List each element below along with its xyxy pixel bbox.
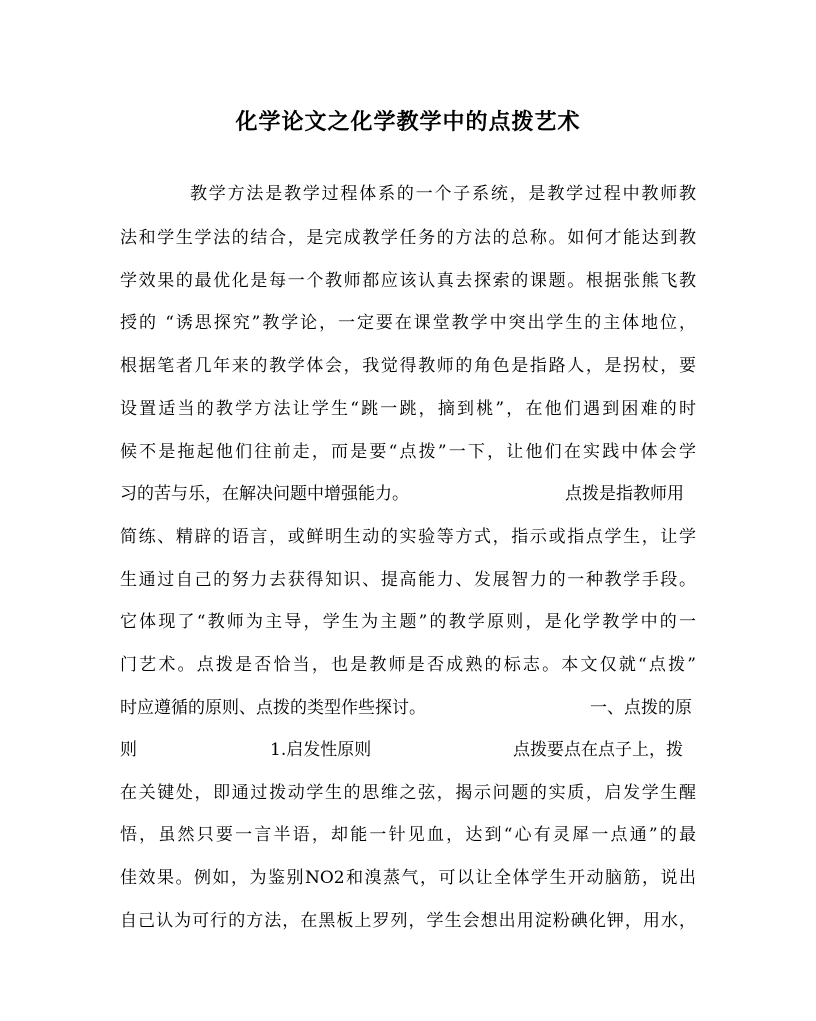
line-segment-left: 习的苦与乐，在解决问题中增强能力。 — [120, 484, 409, 504]
paragraph-line-split — [120, 690, 696, 726]
paragraph-line: 自己认为可行的方法，在黑板上罗列，学生会想出用淀粉碘化钾，用水， — [120, 911, 696, 931]
paragraph-line: 门艺术。点拨是否恰当，也是教师是否成熟的标志。本文仅就“点拨” — [120, 655, 696, 675]
document-title: 化学论文之化学教学中的点拨艺术 — [235, 109, 581, 135]
paragraph-line-split — [120, 476, 696, 512]
paragraph-line: 法和学生学法的结合，是完成教学任务的方法的总称。如何才能达到教 — [120, 228, 696, 248]
paragraph-line: 生通过自己的努力去获得知识、提高能力、发展智力的一种教学手段。 — [120, 570, 696, 590]
paragraph-line: 简练、精辟的语言，或鲜明生动的实验等方式，指示或指点学生，让学 — [120, 527, 696, 547]
paragraph-line: 在关键处，即通过拨动学生的思维之弦，揭示问题的实质，启发学生醒 — [120, 783, 696, 803]
paragraph-line: 设置适当的教学方法让学生“跳一跳，摘到桃”，在他们遇到困难的时 — [120, 399, 696, 419]
line-segment-left: 则 — [120, 740, 137, 760]
paragraph-line: 教学方法是教学过程体系的一个子系统，是教学过程中教师教 — [190, 184, 696, 204]
subsection-heading: 1.启发性原则 — [270, 740, 372, 760]
paragraph-line: 根据笔者几年来的教学体会，我觉得教师的角色是指路人，是拐杖，要 — [120, 356, 696, 376]
paragraph-line: 悟，虽然只要一言半语，却能一针见血，达到“心有灵犀一点通”的最 — [120, 825, 696, 845]
paragraph-line: 学效果的最优化是每一个教师都应该认真去探索的课题。根据张熊飞教 — [120, 271, 696, 291]
line-segment-right: 点拨要点在点子上，拨 — [513, 740, 683, 760]
paragraph-line: 佳效果。例如，为鉴别NO2和溴蒸气，可以让全体学生开动脑筋，说出 — [120, 868, 696, 888]
paragraph-line: 授的 “诱思探究”教学论，一定要在课堂教学中突出学生的主体地位， — [120, 313, 696, 333]
line-segment-right: 点拨是指教师用 — [565, 484, 684, 504]
line-segment-left: 时应遵循的原则、点拨的类型作些探讨。 — [120, 698, 426, 718]
paragraph-line-split — [120, 732, 696, 768]
paragraph-line: 它体现了“教师为主导，学生为主题”的教学原则，是化学教学中的一 — [120, 612, 696, 632]
section-heading: 一、点拨的原 — [590, 698, 692, 718]
paragraph-line: 候不是拖起他们往前走，而是要“点拨”一下，让他们在实践中体会学 — [120, 442, 696, 462]
